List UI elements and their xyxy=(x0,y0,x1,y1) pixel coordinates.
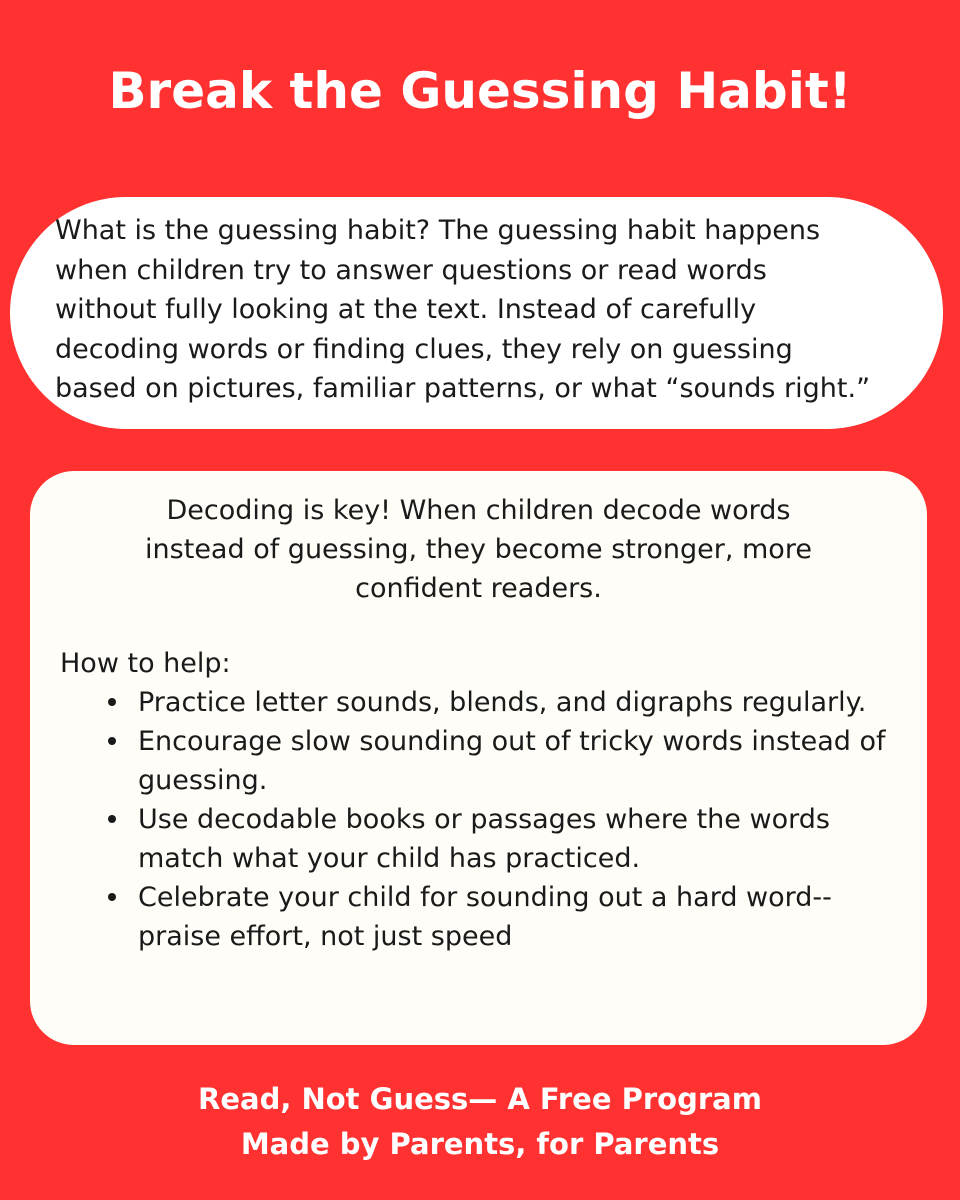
bullet-icon xyxy=(108,698,116,706)
advice-intro xyxy=(30,491,927,608)
tip-item xyxy=(108,722,927,800)
page-title: Break the Guessing Habit! xyxy=(108,62,852,120)
help-label: How to help: xyxy=(60,648,231,679)
definition-text xyxy=(55,211,903,409)
tip-line: Encourage slow sounding out of tricky words instead of xyxy=(138,726,886,757)
tip-line: Celebrate your child for sounding out a hard word-- xyxy=(138,882,832,913)
tip-line: Use decodable books or passages where the words xyxy=(138,804,830,835)
definition-line: without fully looking at the text. Instead of carefully xyxy=(55,294,757,325)
definition-line: What is the guessing habit? The guessing habit happens xyxy=(55,215,821,246)
bullet-icon xyxy=(108,815,116,823)
tip-item xyxy=(108,878,927,956)
tip-line: guessing. xyxy=(138,765,268,796)
advice-intro-line: instead of guessing, they become stronger, more xyxy=(145,534,812,565)
tip-line: match what your child has practiced. xyxy=(138,843,641,874)
footer-line: Made by Parents, for Parents xyxy=(240,1127,720,1161)
advice-intro-line: Decoding is key! When children decode words xyxy=(166,495,791,526)
advice-card xyxy=(30,471,927,1045)
tips-list xyxy=(60,683,927,956)
footer-line: Read, Not Guess— A Free Program xyxy=(198,1082,762,1116)
definition-line: when children try to answer questions or read words xyxy=(55,254,767,286)
bullet-icon xyxy=(108,893,116,901)
tip-item xyxy=(108,683,927,722)
bullet-icon xyxy=(108,737,116,745)
definition-line: decoding words or finding clues, they rely on guessing xyxy=(55,333,793,365)
definition-panel xyxy=(10,197,943,429)
tip-item xyxy=(108,800,927,878)
tip-line: praise effort, not just speed xyxy=(138,921,513,952)
advice-intro-line: confident readers. xyxy=(355,573,602,604)
definition-line: based on pictures, familiar patterns, or what “sounds right.” xyxy=(55,373,871,404)
program-footer xyxy=(0,1077,960,1167)
tip-line: Practice letter sounds, blends, and digraphs regularly. xyxy=(138,687,867,718)
